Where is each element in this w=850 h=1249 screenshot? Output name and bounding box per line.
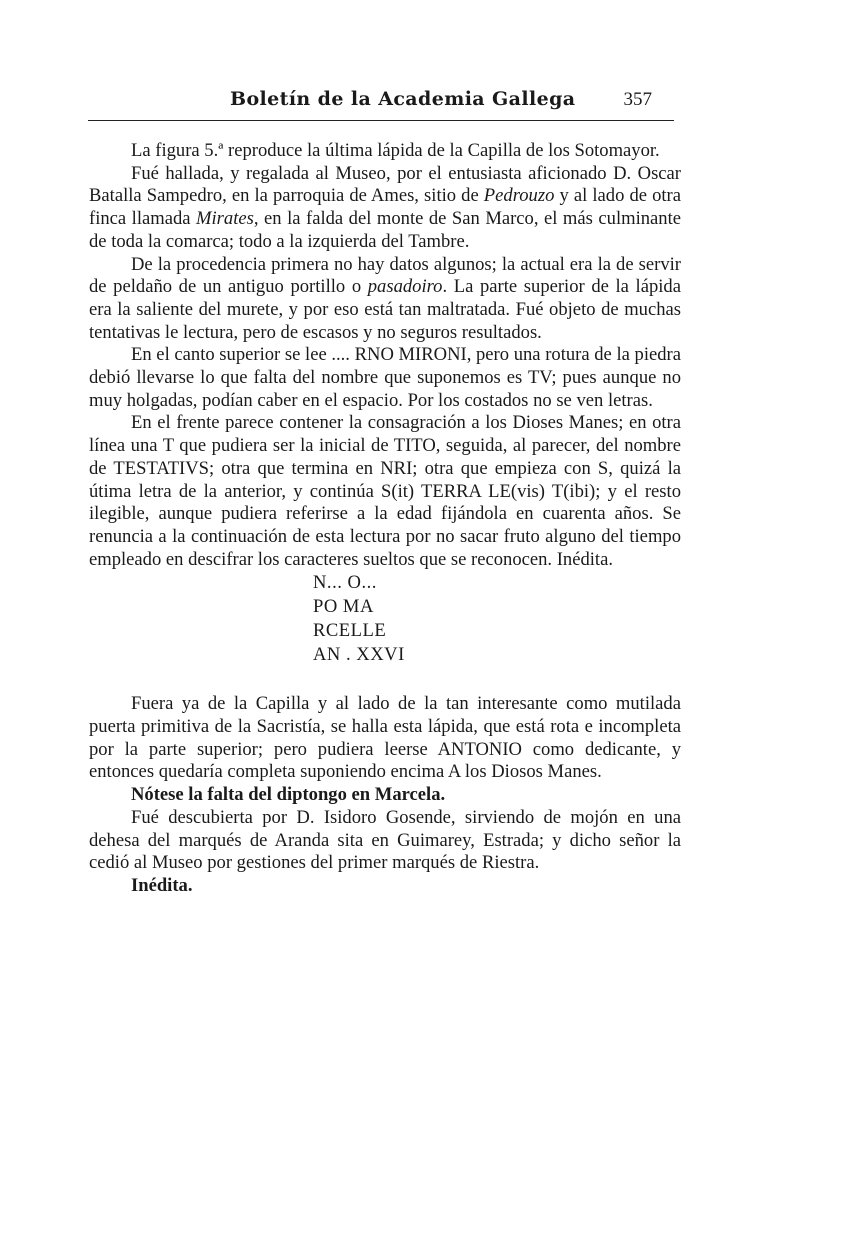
paragraph-discovery: Fué hallada, y regalada al Museo, por el entusiasta aficionado D. Oscar Batalla Sampedro, en la parroquia de Ames, sitio de Pedrouzo y al lado de otra finca llamada Mirates, en la falda del monte de San Marco, el más culminante de toda la comarca; todo a la izquierda del Tambre. bbox=[89, 162, 681, 252]
spacer bbox=[89, 667, 681, 693]
inscription-line: AN . XXVI bbox=[313, 644, 405, 666]
paragraph-front-reading: En el frente parece contener la consagración a los Dioses Manes; en otra línea una T que pudiera ser la inicial de TITO, seguida, al parecer, del nombre de TESTATIVS; otra que termina en NRI; otra que empieza con S, quizá la útima letra de la anterior, y continúa S(it) TERRA LE(vis) T(ibi); y el resto ilegible, aunque pudiera referirse a la edad fijándola en cuarenta años. Se renuncia a la continuación de esta lectura por no sacar fruto alguno del tiempo empleado en descifrar los caracteres sueltos que se reconocen. Inédita. bbox=[89, 412, 681, 570]
article-body bbox=[89, 140, 681, 898]
paragraph-figure-intro: La figura 5.ª reproduce la última lápida de la Capilla de los Sotomayor. bbox=[131, 140, 660, 161]
paragraph-unpublished: Inédita. bbox=[131, 874, 193, 896]
paragraph-discovery-second: Fué descubierta por D. Isidoro Gosende, sirviendo de mojón en una dehesa del marqués de Aranda sita en Guimarey, Estrada; y dicho señor la cedió al Museo por gestiones del primer marqués de Riestra. bbox=[89, 806, 681, 874]
page-number: 357 bbox=[623, 89, 652, 110]
paragraph-provenance: De la procedencia primera no hay datos algunos; la actual era la de servir de peldaño de un antiguo portillo o pasadoiro. La parte superior de la lápida era la saliente del murete, y por eso está tan maltratada. Fué objeto de muchas tentativas le lectura, pero de escasos y no seguros resultados. bbox=[89, 253, 681, 343]
place-name-mirates: Mirates bbox=[196, 208, 254, 230]
paragraph-diphthong-note: Nótese la falta del diptongo en Marcela. bbox=[131, 784, 446, 806]
paragraph-upper-edge: En el canto superior se lee .... RNO MIRONI, pero una rotura de la piedra debió llevarse lo que falta del nombre que suponemos es TV; pues aunque no muy holgadas, podían caber en el espacio. Por los costados no se ven letras. bbox=[89, 344, 681, 411]
term-pasadoiro: pasadoiro bbox=[367, 276, 443, 298]
inscription-line: RCELLE bbox=[313, 620, 387, 642]
place-name-pedrouzo: Pedrouzo bbox=[483, 185, 555, 207]
running-header bbox=[88, 86, 674, 121]
paragraph-second-stone: Fuera ya de la Capilla y al lado de la tan interesante como mutilada puerta primitiva de la Sacristía, se halla esta lápida, que está rota e incompleta por la parte superior; pero pudiera leerse ANTONIO como dedicante, y entonces quedaría completa suponiendo encima A los Diosos Manes. bbox=[89, 693, 681, 783]
journal-title: Boletín de la Academia Gallega bbox=[230, 88, 576, 110]
inscription-line: N... O... bbox=[313, 572, 377, 594]
inscription-transcription bbox=[89, 571, 681, 667]
inscription-line: PO MA bbox=[313, 596, 374, 618]
